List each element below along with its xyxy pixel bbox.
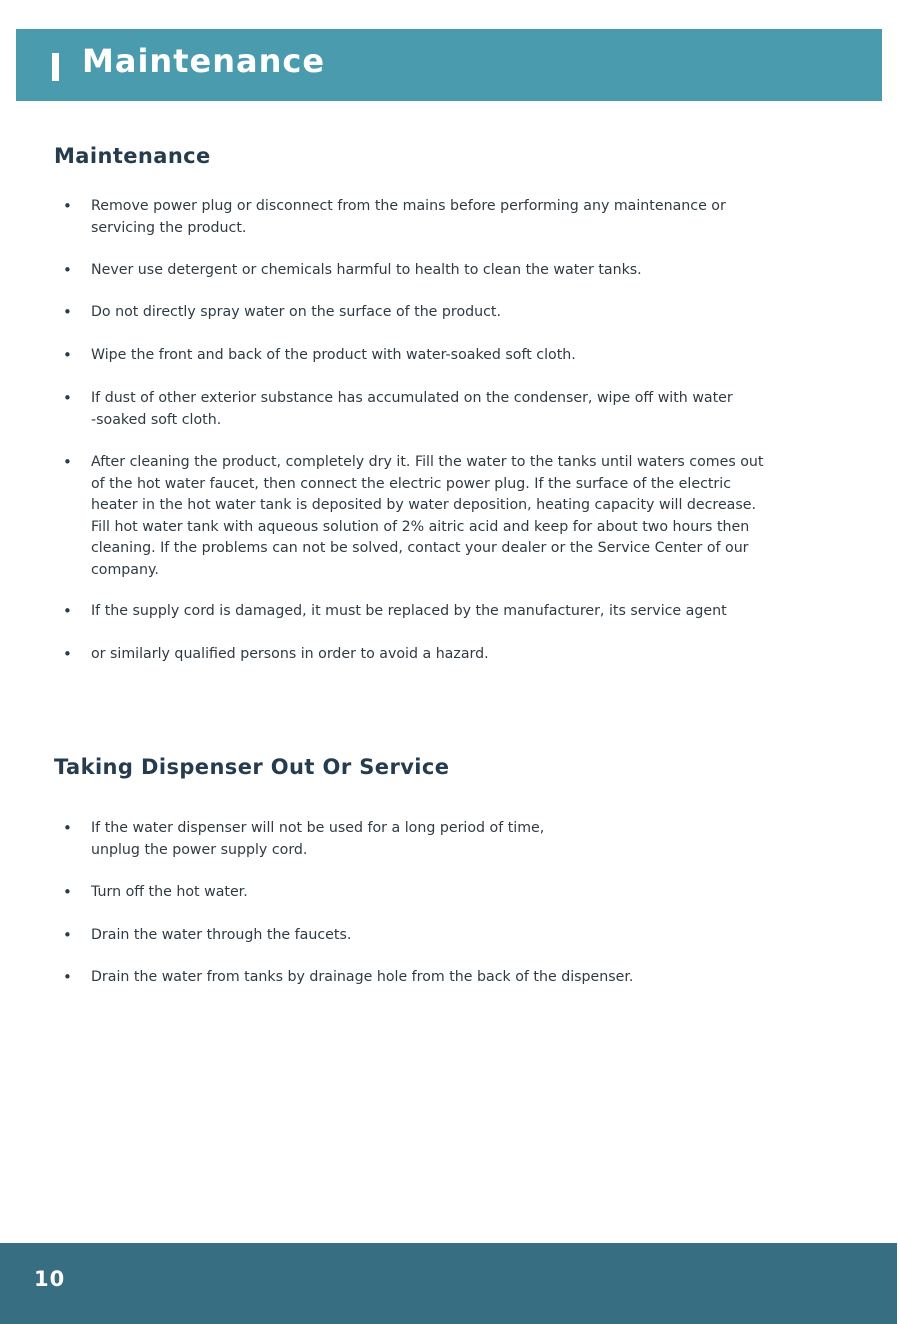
list-item-text: Never use detergent or chemicals harmful to health to clean the water tanks. [91,262,642,278]
footer-band [0,1243,897,1324]
bullet-icon: • [63,261,72,279]
list-item-text: Wipe the front and back of the product with water-soaked soft cloth. [91,347,576,363]
list-item-text: Drain the water through the faucets. [91,927,352,943]
section-heading-maintenance: Maintenance [54,144,211,168]
list-item-text: After cleaning the product, completely dry it. Fill the water to the tanks until waters comes out of the hot water faucet, then connect the electric power plug. If the surface of the electric heater in the hot water tank is deposited by water deposition, heating capacity will decrease. Fill hot water tank with aqueous solution of 2% aitric acid and keep for about two hours then cleaning. If the problems can not be solved, contact your dealer or the Service Center of our company. [91,454,764,578]
bullet-icon: • [63,303,72,321]
section-heading-taking-dispenser-out: Taking Dispenser Out Or Service [54,755,450,779]
bullet-icon: • [63,602,72,620]
bullet-icon: • [63,926,72,944]
list-item-text: If dust of other exterior substance has accumulated on the condenser, wipe off with water -soaked soft cloth. [91,390,733,428]
list-item-text: Drain the water from tanks by drainage hole from the back of the dispenser. [91,969,634,985]
page-number: 10 [34,1267,66,1291]
bullet-icon: • [63,197,72,215]
list-item-text: Turn off the hot water. [91,884,248,900]
bullet-icon: • [63,645,72,663]
list-item-text: Remove power plug or disconnect from the mains before performing any maintenance or servicing the product. [91,198,726,236]
bullet-icon: • [63,389,72,407]
bullet-icon: • [63,968,72,986]
bullet-icon: • [63,453,72,471]
page-title: Maintenance [82,42,326,80]
bullet-icon: • [63,819,72,837]
list-item-text: Do not directly spray water on the surface of the product. [91,304,502,320]
list-item-text: or similarly qualified persons in order to avoid a hazard. [91,646,489,662]
bullet-icon: • [63,346,72,364]
bullet-icon: • [63,883,72,901]
list-item-text: If the supply cord is damaged, it must be replaced by the manufacturer, its service agent [91,603,727,619]
header-accent-bar [52,53,59,81]
list-item-text: If the water dispenser will not be used for a long period of time, unplug the power supply cord. [91,820,545,858]
